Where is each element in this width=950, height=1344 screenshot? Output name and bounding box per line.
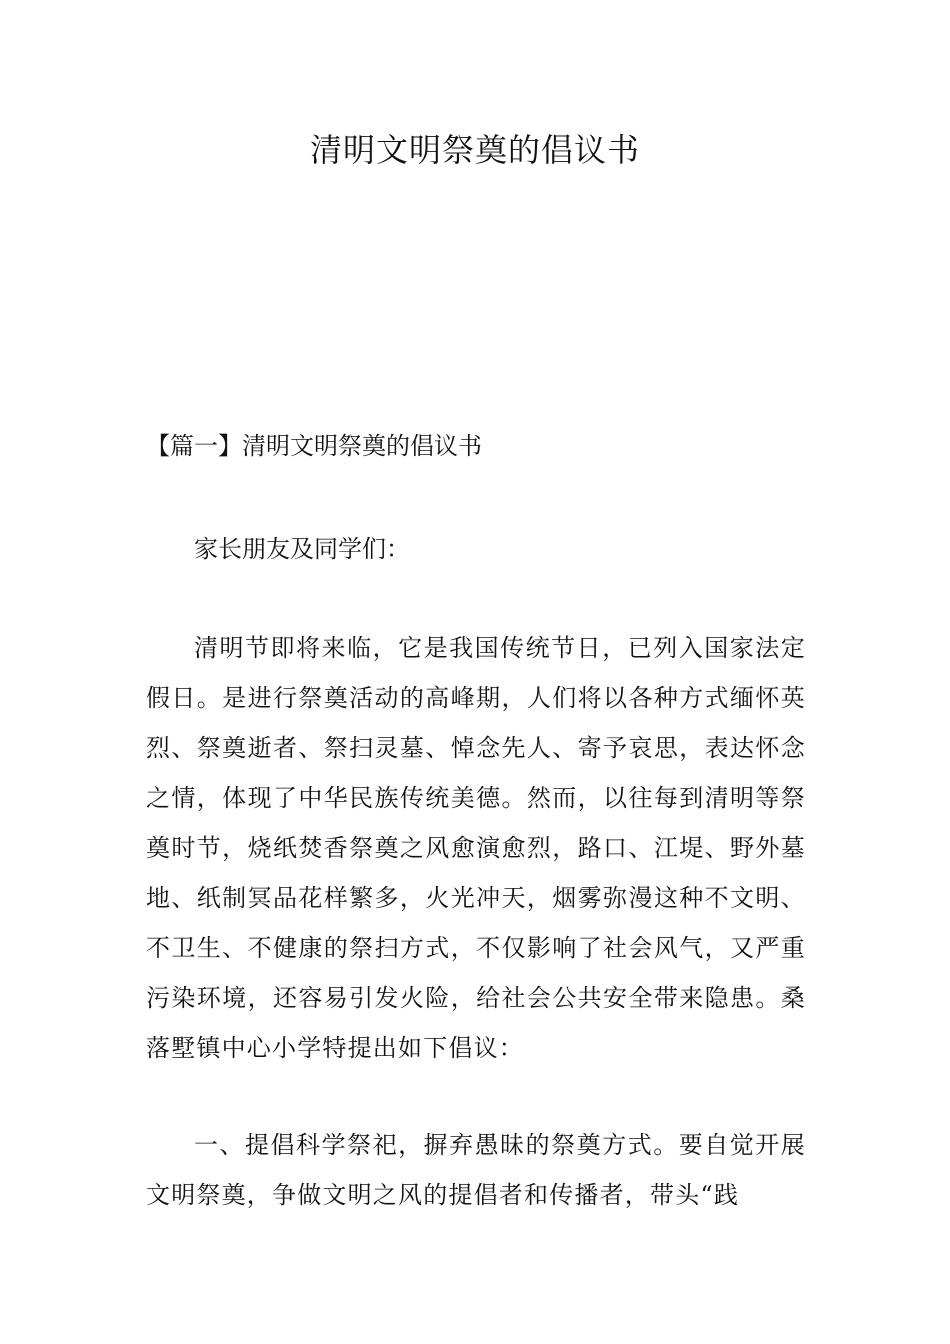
document-title: 清明文明祭奠的倡议书 [309, 131, 640, 169]
section-heading: 【篇一】清明文明祭奠的倡议书 [146, 432, 482, 460]
salutation: 家长朋友及同学们： [194, 535, 410, 563]
body-paragraph-proposal-1: 一、提倡科学祭祀，摒弃愚昧的祭奠方式。要自觉开展文明祭奠，争做文明之风的提倡者和传播者，带头“践 [146, 1131, 806, 1209]
body-paragraph-intro: 清明节即将来临，它是我国传统节日，已列入国家法定假日。是进行祭奠活动的高峰期，人们将以各种方式缅怀英烈、祭奠逝者、祭扫灵墓、悼念先人、寄予哀思，表达怀念之情，体现了中华民族传统美德。然而，以往每到清明等祭奠时节，烧纸焚香祭奠之风愈演愈烈，路口、江堤、野外墓地、纸制冥品花样繁多，火光冲天，烟雾弥漫这种不文明、不卫生、不健康的祭扫方式，不仅影响了社会风气，又严重污染环境，还容易引发火险，给社会公共安全带来隐患。桑落墅镇中心小学特提出如下倡议： [146, 634, 806, 1062]
